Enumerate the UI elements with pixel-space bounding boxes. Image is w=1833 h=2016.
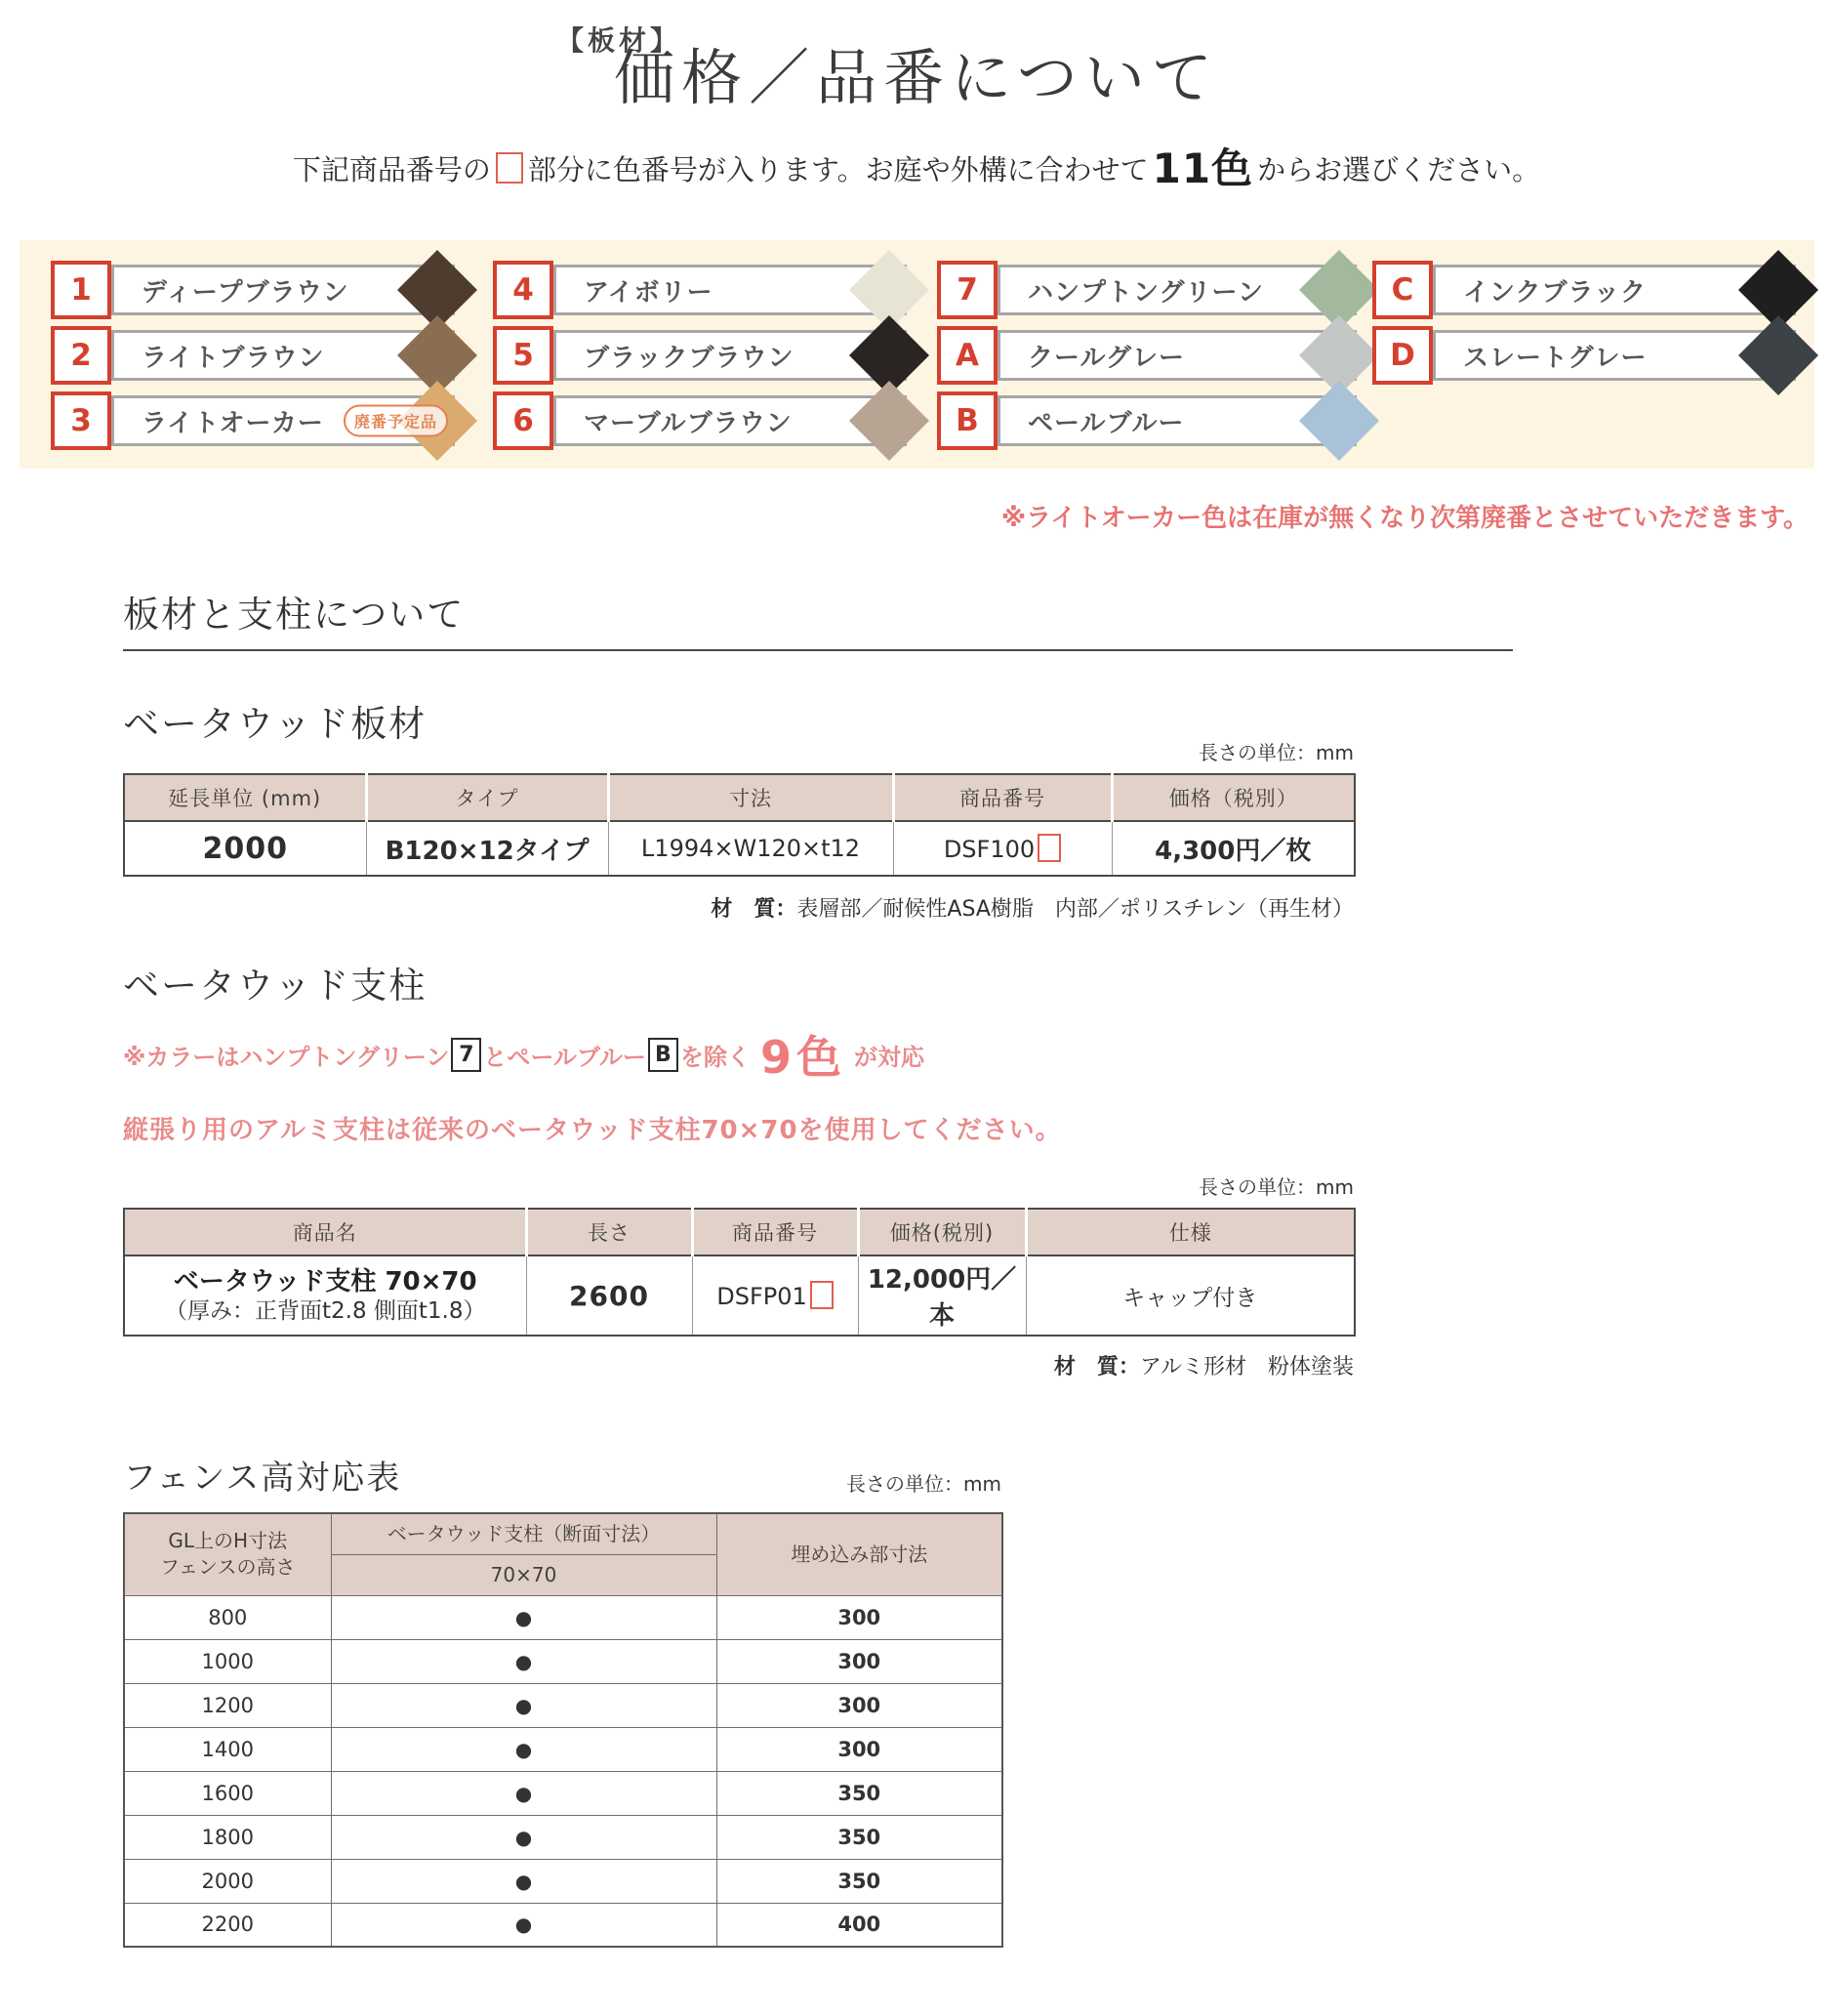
fence-height-value: 1000 [124,1639,331,1683]
board-price-value: 4,300円／枚 [1112,821,1355,876]
post-note-post: を除く [679,1043,751,1071]
board-type-value: B120×12タイプ [366,821,608,876]
fence-table [123,1512,1003,1948]
color-label-bar [998,330,1357,381]
color-code: 7 [957,272,978,309]
fence-height-value: 1400 [124,1727,331,1771]
color-code: D [1390,338,1415,374]
section-title-boards-and-posts: 板材と支柱について [123,585,1513,651]
post-spec-value: キャップ付き [1026,1255,1355,1336]
color-placeholder-box-icon [810,1281,834,1309]
color-column-1 [51,261,455,450]
color-code-chip-7: 7 [451,1038,481,1072]
page-title: 価格／品番について [614,42,1219,113]
post-note-pre: ※カラーはハンプトングリーン [123,1043,450,1071]
fence-embed-value: 350 [716,1771,1002,1815]
board-code-value [893,821,1112,876]
board-col-unit: 延長単位 (mm) [124,774,366,821]
color-row [493,326,907,385]
color-code-chip-B: B [648,1038,678,1072]
color-row [51,261,455,319]
fence-col-height-line2: フェンスの高さ [160,1555,296,1580]
post-table [123,1208,1356,1337]
color-label: アイボリー [584,277,713,308]
color-row [937,261,1357,319]
color-label: マーブルブラウン [584,408,793,438]
fence-height-value: 2200 [124,1903,331,1947]
subtitle-mid: 部分に色番号が入ります。お庭や外構に合わせて [527,153,1149,187]
fence-embed-value: 300 [716,1683,1002,1727]
board-table-header-row [124,774,1355,821]
post-col-code: 商品番号 [692,1209,858,1255]
board-col-size: 寸法 [608,774,893,821]
main-content [123,585,1833,2016]
post-table-row [124,1255,1355,1336]
board-unit-note: 長さの単位：mm [1199,741,1354,765]
board-code-prefix: DSF100 [943,836,1036,864]
fence-col-height [124,1513,331,1595]
color-code-box [1372,261,1433,319]
post-code-prefix: DSFP01 [716,1283,807,1311]
post-name-value [124,1255,526,1336]
board-unit-value: 2000 [124,821,366,876]
color-chart-section [20,240,1814,469]
fence-height-value: 1600 [124,1771,331,1815]
color-label: ライトブラウン [142,343,325,373]
fence-row [124,1683,1002,1727]
fence-row [124,1859,1002,1903]
fence-height-value: 1200 [124,1683,331,1727]
color-code: C [1391,272,1414,309]
fence-unit-note: 長さの単位：mm [846,1472,1001,1497]
color-row [51,326,455,385]
color-label: クールグレー [1028,343,1185,373]
post-col-spec: 仕様 [1026,1209,1355,1255]
color-column-4 [1372,261,1796,385]
color-label-bar [1433,330,1796,381]
board-size-value: L1994×W120×t12 [608,821,893,876]
color-swatch [1299,381,1379,461]
color-label-bar [553,395,907,446]
fence-embed-value: 350 [716,1815,1002,1859]
fence-col-embed: 埋め込み部寸法 [716,1513,1002,1595]
board-table [123,773,1356,877]
post-length-value: 2600 [526,1255,692,1336]
color-code: 3 [70,403,92,439]
post-name-sub: （厚み：正背面t2.8 側面t1.8） [164,1298,486,1325]
color-code-box [493,391,553,450]
color-code: 1 [70,272,92,309]
light-ochre-discontinued-note: ※ライトオーカー色は在庫が無くなり次第廃番とさせていただきます。 [1000,504,1809,534]
color-code-box [51,261,111,319]
color-column-2 [493,261,907,450]
color-code-box [1372,326,1433,385]
discontinued-badge: 廃番予定品 [344,405,448,437]
fence-header-row-top [124,1513,1002,1554]
subtitle-post: からお選びください。 [1257,153,1541,187]
subtitle-pre: 下記商品番号の [292,153,491,187]
fence-height-value: 2000 [124,1859,331,1903]
post-name-main: ベータウッド支柱 70×70 [173,1266,477,1296]
color-code: 2 [70,338,92,374]
fence-row [124,1639,1002,1683]
post-col-price: 価格(税別) [858,1209,1026,1255]
color-label-bar [1433,265,1796,315]
fence-section [123,1451,1001,1948]
fence-row [124,1771,1002,1815]
color-row [493,261,907,319]
color-row [1372,261,1796,319]
availability-dot-icon: ● [331,1727,716,1771]
color-column-3 [937,261,1357,450]
color-row [51,391,455,450]
color-label-bar [553,265,907,315]
board-heading: ベータウッド板材 [123,703,428,746]
color-row [1372,326,1796,385]
post-heading: ベータウッド支柱 [123,965,428,1008]
fence-row [124,1903,1002,1947]
post-table-header-row [124,1209,1355,1255]
fence-row [124,1727,1002,1771]
fence-height-value: 800 [124,1595,331,1639]
fence-embed-value: 300 [716,1639,1002,1683]
availability-dot-icon: ● [331,1815,716,1859]
availability-dot-icon: ● [331,1903,716,1947]
color-row [493,391,907,450]
post-col-name: 商品名 [124,1209,526,1255]
color-swatch [849,381,929,461]
color-label-bar [553,330,907,381]
color-code-box [937,326,998,385]
color-row [937,326,1357,385]
color-label: ライトオーカー [142,408,324,438]
material-label: 材 質： [1053,1355,1140,1380]
color-label-bar [998,395,1357,446]
post-note-tail: が対応 [853,1043,924,1071]
board-col-code: 商品番号 [893,774,1112,821]
color-code-box [51,326,111,385]
post-vertical-note: 縦張り用のアルミ支柱は従来のベータウッド支柱70×70を使用してください。 [123,1116,1062,1146]
post-note-mid: とペールブルー [483,1043,646,1071]
fence-embed-value: 350 [716,1859,1002,1903]
color-label: ディープブラウン [142,277,349,308]
fence-height-value: 1800 [124,1815,331,1859]
color-code: 6 [512,403,534,439]
clipped-top-text-glyphs: 【板材】 [556,24,682,57]
color-code-box [493,326,553,385]
color-placeholder-box-icon [496,152,523,184]
color-code: 5 [512,338,534,374]
post-col-length: 長さ [526,1209,692,1255]
fence-embed-value: 300 [716,1727,1002,1771]
color-label: ブラックブラウン [584,343,794,373]
color-row [937,391,1357,450]
post-color-note [123,1022,1833,1087]
fence-embed-value: 300 [716,1595,1002,1639]
color-code-box [493,261,553,319]
color-code-box [51,391,111,450]
availability-dot-icon: ● [331,1859,716,1903]
board-col-price: 価格（税別） [1112,774,1355,821]
post-color-count: 9色 [759,1031,846,1085]
color-code-box [937,261,998,319]
color-code: A [956,338,979,374]
board-col-type: タイプ [366,774,608,821]
fence-header [123,1451,1001,1499]
availability-dot-icon: ● [331,1639,716,1683]
post-code-value [692,1255,858,1336]
fence-row [124,1595,1002,1639]
color-label: スレートグレー [1463,343,1648,373]
post-unit-note: 長さの単位：mm [1199,1175,1354,1200]
color-code-box [937,391,998,450]
fence-row [124,1815,1002,1859]
material-label: 材 質： [711,897,797,923]
material-value: アルミ形材 粉体塗装 [1139,1355,1354,1380]
fence-embed-value: 400 [716,1903,1002,1947]
fence-col-post-size: 70×70 [331,1554,716,1595]
color-label: ペールブルー [1028,408,1185,438]
board-material-note [123,892,1354,923]
bottom-spacer [123,1948,1833,2016]
color-label-bar [111,265,455,315]
fence-col-height-line1: GL上のH寸法 [168,1529,288,1553]
color-placeholder-box-icon [1038,834,1061,862]
color-label-bar [998,265,1357,315]
availability-dot-icon: ● [331,1683,716,1727]
color-label-bar [111,395,455,446]
clipped-top-text [556,24,713,57]
color-label-bar [111,330,455,381]
subtitle [0,137,1833,195]
fence-col-post-section: ベータウッド支柱（断面寸法） [331,1513,716,1554]
color-code: B [956,403,979,439]
availability-dot-icon: ● [331,1771,716,1815]
post-material-note [123,1350,1354,1380]
board-table-row [124,821,1355,876]
color-label: インクブラック [1463,277,1647,308]
material-value: 表層部／耐候性ASA樹脂 内部／ポリスチレン（再生材） [796,897,1354,923]
color-label: ハンプトングリーン [1028,277,1264,308]
subtitle-color-count: 11色 [1152,144,1254,193]
color-code: 4 [512,272,534,309]
color-swatch [1738,315,1818,395]
availability-dot-icon: ● [331,1595,716,1639]
fence-heading: フェンス高対応表 [123,1459,402,1499]
post-price-value: 12,000円／本 [858,1255,1026,1336]
